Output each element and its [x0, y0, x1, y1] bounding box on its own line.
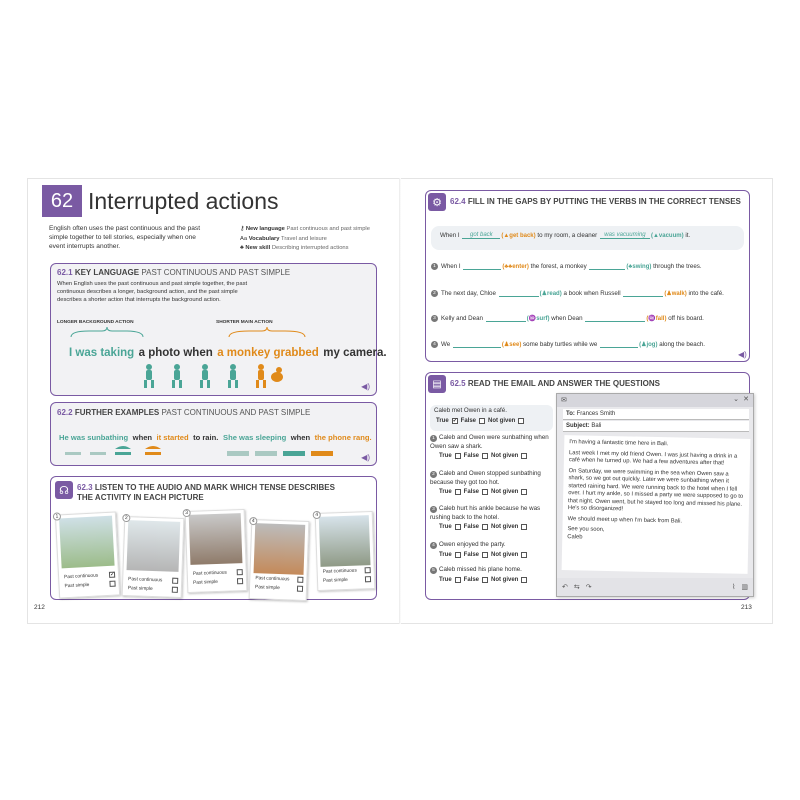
- panel-62-1-desc: When English uses the past continuous and past simple together, the past continuous describes a longer, background action, and the past simple describes a shorter action that interrupts the background action.: [57, 281, 248, 303]
- unit-header: [42, 185, 302, 217]
- checkbox-false[interactable]: [482, 524, 488, 530]
- email-toolbar: [557, 578, 753, 596]
- falling-icon: ♒: [648, 316, 656, 322]
- picture-1-image: [59, 516, 115, 569]
- picture-1-number: 1: [53, 512, 61, 520]
- audio-speaker-icon[interactable]: ◀): [361, 453, 370, 462]
- picture-1: [55, 511, 120, 598]
- answer-field-1a[interactable]: [463, 263, 501, 270]
- panel-62-1: [50, 263, 387, 396]
- picture-5-number: 4: [313, 511, 321, 519]
- unit-title: Interrupted actions: [88, 187, 279, 214]
- unit-number: 62: [42, 185, 82, 217]
- example-answer-2: was vacuuming: [600, 232, 650, 239]
- gap-row-1: 1 When I ( ♣♣ enter ) the forest, a monkey ( ♣ swing ) through the trees.: [431, 263, 747, 270]
- checkbox-not-given[interactable]: [521, 524, 527, 530]
- audio-speaker-icon[interactable]: ◀): [361, 382, 370, 391]
- envelope-icon: ✉: [561, 397, 567, 404]
- page-number-left: 212: [34, 604, 45, 611]
- legend: [240, 225, 390, 254]
- audio-speaker-icon[interactable]: ◀): [738, 350, 747, 359]
- picture-3-number: 3: [183, 509, 191, 517]
- walking-icon: ♟: [666, 291, 672, 297]
- checkbox-true[interactable]: [455, 453, 461, 459]
- forest-icon: ♣♣: [504, 263, 513, 270]
- picture-2-number: 2: [122, 514, 130, 522]
- page-number-right: 213: [741, 604, 752, 611]
- checkbox-true[interactable]: [455, 552, 461, 558]
- legend-item-vocabulary: Aa Vocabulary Travel and leisure: [240, 235, 327, 242]
- label-longer-action: LONGER BACKGROUND ACTION: [57, 320, 134, 325]
- checkbox[interactable]: [172, 578, 178, 584]
- jogging-icon: ♟: [641, 342, 647, 348]
- gear-icon: ⚙: [428, 193, 446, 211]
- example-question-text: Caleb met Owen in a café.: [434, 407, 507, 414]
- checkbox-false[interactable]: [482, 453, 488, 459]
- gap-row-2: 2 The next day, Chloe ( ♟ read ) a book when Russell ( ♟ walk ) into the café.: [431, 290, 747, 297]
- attachment-icon[interactable]: ⌇: [731, 584, 736, 591]
- forward-icon[interactable]: ↷: [585, 584, 592, 591]
- picture-3-image: [189, 513, 243, 565]
- email-window: [556, 393, 754, 597]
- gap-row-4: 4 We ( ♟ see ) some baby turtles while we ( ♟ jog ) along the beach.: [431, 341, 747, 348]
- question-5: 5 Caleb missed his plane home. True False Not given: [430, 566, 550, 584]
- checkbox-not-given[interactable]: [521, 577, 527, 583]
- book-icon: ▤: [428, 375, 446, 393]
- panel-62-2-title: 62.2 FURTHER EXAMPLES PAST CONTINUOUS AND PAST SIMPLE: [57, 408, 311, 417]
- monkey-icon: ♣: [628, 263, 633, 270]
- option-past-continuous-4[interactable]: Past continuous: [255, 575, 303, 583]
- vocabulary-icon: Aa: [240, 235, 249, 242]
- answer-field-4a[interactable]: [453, 341, 501, 348]
- checkbox-true[interactable]: [455, 524, 461, 530]
- panel-62-5-title: 62.5 READ THE EMAIL AND ANSWER THE QUESTIONS: [450, 379, 660, 388]
- picture-4-hands: [249, 519, 310, 601]
- vacuum-icon: ▲: [652, 232, 659, 239]
- checkbox-not-given[interactable]: [521, 552, 527, 558]
- checkbox-not-given[interactable]: [521, 453, 527, 459]
- panel-62-4-title: 62.4 FILL IN THE GAPS BY PUTTING THE VERBS IN THE CORRECT TENSES: [450, 197, 741, 206]
- checkbox[interactable]: [172, 587, 178, 593]
- checkbox[interactable]: [237, 569, 243, 575]
- bracket-braces: [69, 327, 369, 339]
- email-subject-field[interactable]: Subject: Bali: [563, 421, 749, 432]
- example-sentence-1: He was sunbathing when it started to rain.: [59, 433, 219, 442]
- key-sentence: I was taking a photo when a monkey grabbed my camera.: [69, 347, 387, 359]
- picture-4-image: [254, 523, 306, 575]
- illustration-sunbathing-sleeping: [65, 443, 365, 459]
- email-to-field[interactable]: To: Frances Smith: [563, 409, 749, 420]
- reply-all-icon[interactable]: ⇆: [573, 584, 580, 591]
- key-icon: ⚷: [240, 226, 246, 232]
- question-4: 4 Owen enjoyed the party. True False Not given: [430, 541, 550, 559]
- checkbox-not-given[interactable]: [518, 418, 524, 424]
- checkbox-true[interactable]: ✓: [452, 417, 458, 424]
- panel-62-4: [425, 190, 750, 362]
- picture-4-number: 4: [249, 517, 257, 525]
- surfing-icon: ♒: [528, 316, 537, 322]
- skill-icon: ♣: [240, 245, 246, 252]
- option-past-continuous-2[interactable]: Past continuous: [128, 576, 178, 584]
- picture-2-image: [127, 520, 181, 572]
- close-icon[interactable]: ✕: [743, 396, 749, 403]
- hint-2: ( ▲ vacuum ): [650, 232, 684, 239]
- checkbox[interactable]: [297, 577, 303, 583]
- picture-2: [122, 516, 185, 598]
- reading-icon: ♟: [541, 291, 548, 297]
- email-titlebar: [557, 394, 753, 407]
- checkbox[interactable]: [365, 567, 371, 573]
- checkbox-true[interactable]: [455, 577, 461, 583]
- reply-icon[interactable]: ↶: [562, 584, 568, 591]
- minimize-icon[interactable]: ⌄: [733, 396, 739, 403]
- option-past-simple-3[interactable]: Past simple: [193, 578, 243, 586]
- picture-5-image: [319, 515, 371, 567]
- question-2: 2 Caleb and Owen stopped sunbathing because they got too hot. True False Not given: [430, 470, 541, 495]
- checkbox[interactable]: ✓: [109, 571, 116, 578]
- answer-field-2a[interactable]: [499, 290, 539, 297]
- label-shorter-action: SHORTER MAIN ACTION: [216, 320, 273, 325]
- option-past-simple-5[interactable]: Past simple: [323, 576, 371, 584]
- checkbox-false[interactable]: [482, 577, 488, 583]
- person-icon: ▲: [503, 232, 510, 239]
- email-body: I'm having a fantastic time here in Bali. Last week I met my old friend Owen. I was just having a drink in a café when he turned up. We had a few adventures after that! On Saturday, we were swimming in the sea when Owen saw a shark, so we got out quickly. Later we were sunbathing when it started raining hard. We were running back to the hotel when I fell over. I hurt my ankle, so I missed a party we were supposed to go to that night. Owen went, but he stayed too long and missed his plane. He's so disorganized! We should meet up when I'm back from Bali. See you soon, Caleb: [562, 435, 751, 574]
- example-answer-1: got back: [462, 232, 500, 239]
- trash-icon[interactable]: ▥: [741, 584, 748, 591]
- answer-field-1b[interactable]: [589, 263, 625, 270]
- example-question: Caleb met Owen in a café. True ✓ False Not given: [434, 407, 554, 425]
- option-past-simple-4[interactable]: Past simple: [255, 584, 303, 592]
- example-row: When I got back ( ▲ get back ) to my room, a cleaner was vacuuming ( ▲ vacuum ) it.: [440, 232, 691, 239]
- option-past-continuous-5[interactable]: Past continuous: [323, 567, 371, 575]
- legend-item-skill: ♣ New skill Describing interrupted actions: [240, 245, 349, 252]
- option-past-continuous-3[interactable]: Past continuous: [193, 569, 243, 577]
- panel-62-3-title: 62.3 LISTEN TO THE AUDIO AND MARK WHICH TENSE DESCRIBES THE ACTIVITY IN EACH PICTURE: [77, 483, 335, 502]
- checkbox-true[interactable]: [455, 489, 461, 495]
- checkbox[interactable]: [297, 586, 303, 592]
- answer-field-3a[interactable]: [486, 315, 526, 322]
- checkbox-false[interactable]: [482, 489, 488, 495]
- turtle-icon: ♟: [503, 342, 510, 348]
- question-1: 1 Caleb and Owen were sunbathing when Owen saw a shark. True False Not given: [430, 434, 549, 459]
- checkbox-not-given[interactable]: [521, 489, 527, 495]
- book-gutter: [399, 178, 401, 624]
- answer-field-4b[interactable]: [600, 341, 638, 348]
- question-3: 3 Caleb hurt his ankle because he was rushing back to the hotel. True False Not given: [430, 505, 541, 530]
- legend-item-language: ⚷ New language Past continuous and past simple: [240, 226, 370, 232]
- option-past-simple-2[interactable]: Past simple: [128, 585, 178, 593]
- picture-5: [315, 511, 376, 591]
- gap-row-3: 3 Kelly and Dean ( ♒ surf ) when Dean ( ♒ fall ) off his board.: [431, 315, 747, 322]
- illustration-monkey-camera: [139, 363, 289, 389]
- checkbox[interactable]: [365, 576, 371, 582]
- checkbox-false[interactable]: [482, 552, 488, 558]
- option-past-simple-1[interactable]: Past simple: [64, 581, 115, 590]
- checkbox[interactable]: [237, 578, 243, 584]
- answer-field-2b[interactable]: [623, 290, 663, 297]
- option-past-continuous-1[interactable]: Past continuous ✓: [64, 571, 116, 580]
- hint-1: ( ▲ get back ): [501, 232, 536, 239]
- panel-62-2: [50, 402, 377, 466]
- checkbox-false[interactable]: [479, 418, 485, 424]
- picture-3: [185, 509, 248, 593]
- headphones-icon: ☊: [55, 481, 73, 499]
- example-sentence-2: She was sleeping when the phone rang.: [223, 433, 372, 442]
- intro-text: English often uses the past continuous and the past simple together to tell stories, especially when one event interrupts another.: [49, 225, 201, 250]
- panel-62-1-title: 62.1 KEY LANGUAGE PAST CONTINUOUS AND PAST SIMPLE: [57, 268, 291, 277]
- checkbox[interactable]: [109, 581, 115, 587]
- answer-field-3b[interactable]: [585, 315, 645, 322]
